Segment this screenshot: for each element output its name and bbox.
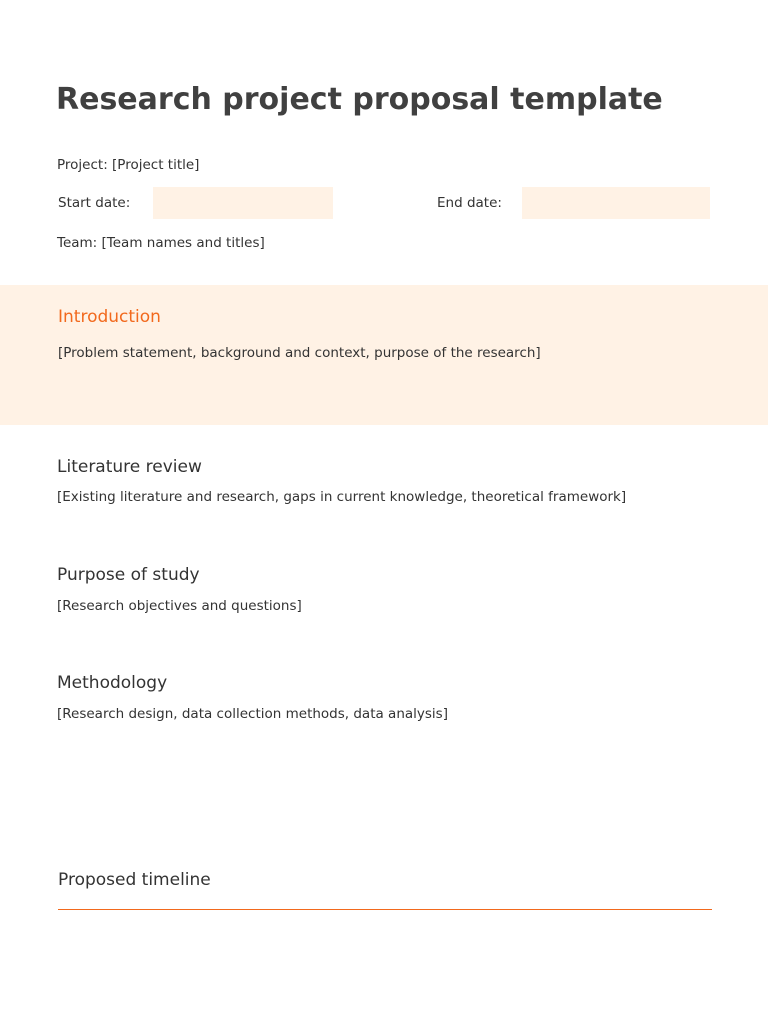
- start-date-field[interactable]: [153, 187, 333, 219]
- end-date-label: End date:: [437, 195, 502, 211]
- purpose-of-study-heading: Purpose of study: [57, 565, 200, 585]
- introduction-heading: Introduction: [58, 307, 161, 327]
- introduction-body: [Problem statement, background and context, purpose of the research]: [58, 345, 541, 361]
- timeline-divider: [58, 909, 712, 910]
- methodology-body: [Research design, data collection methods, data analysis]: [57, 706, 448, 722]
- proposed-timeline-heading: Proposed timeline: [58, 870, 211, 890]
- literature-review-heading: Literature review: [57, 457, 202, 477]
- team-line: Team: [Team names and titles]: [57, 235, 265, 251]
- purpose-of-study-body: [Research objectives and questions]: [57, 598, 302, 614]
- literature-review-body: [Existing literature and research, gaps in current knowledge, theoretical framework]: [57, 489, 627, 505]
- methodology-heading: Methodology: [57, 673, 168, 693]
- end-date-field[interactable]: [522, 187, 710, 219]
- project-line: Project: [Project title]: [57, 157, 200, 173]
- page-title: Research project proposal template: [56, 82, 663, 117]
- start-date-label: Start date:: [58, 195, 131, 211]
